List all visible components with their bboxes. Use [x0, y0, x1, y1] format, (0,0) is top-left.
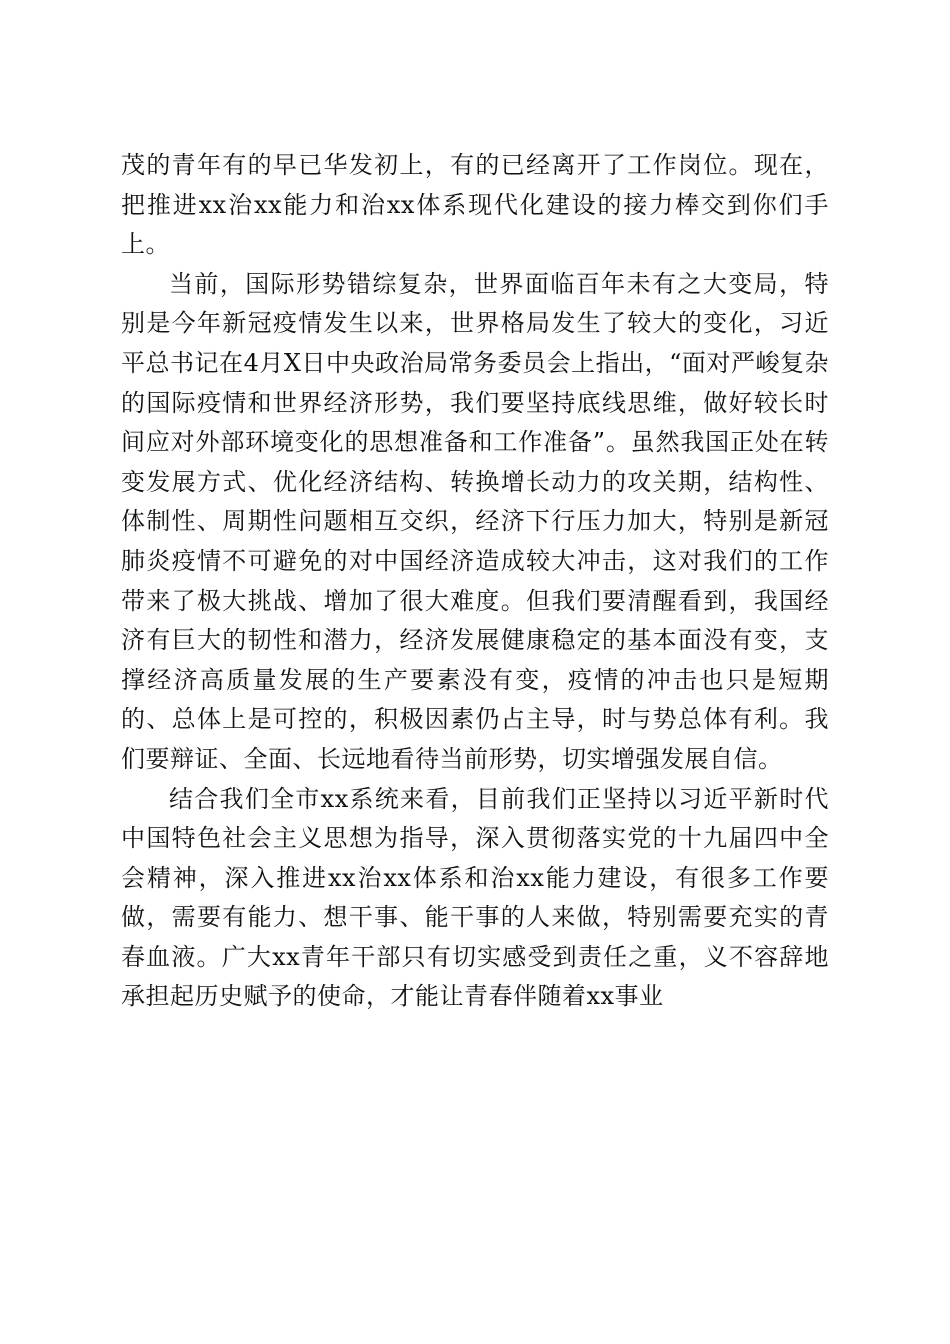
- paragraph-current-situation: 当前，国际形势错综复杂，世界面临百年未有之大变局，特别是今年新冠疫情发生以来，世界格局发生了较大的变化，习近平总书记在4月X日中央政治局常务委员会上指出，“面对严峻复杂的国际疫情和世界经济形势，我们要坚持底线思维，做好较长时间应对外部环境变化的思想准备和工作准备”。虽然我国正处在转变发展方式、优化经济结构、转换增长动力的攻关期，结构性、体制性、周期性问题相互交织，经济下行压力加大，特别是新冠肺炎疫情不可避免的对中国经济造成较大冲击，这对我们的工作带来了极大挑战、增加了很大难度。但我们要清醒看到，我国经济有巨大的韧性和潜力，经济发展健康稳定的基本面没有变，支撑经济高质量发展的生产要素没有变，疫情的冲击也只是短期的、总体上是可控的，积极因素仍占主导，时与势总体有利。我们要辩证、全面、长远地看待当前形势，切实增强发展自信。: [121, 269, 829, 773]
- document-body: [121, 146, 829, 1017]
- paragraph-system-work: 结合我们全市xx系统来看，目前我们正坚持以习近平新时代中国特色社会主义思想为指导，深入贯彻落实党的十九届四中全会精神，深入推进xx治xx体系和治xx能力建设，有很多工作要做，需要有能力、想干事、能干事的人来做，特别需要充实的青春血液。广大xx青年干部只有切实感受到责任之重，义不容辞地承担起历史赋予的使命，才能让青春伴随着xx事业: [121, 784, 829, 1011]
- paragraph-continuation: 茂的青年有的早已华发初上，有的已经离开了工作岗位。现在，把推进xx治xx能力和治xx体系现代化建设的接力棒交到你们手上。: [121, 151, 829, 259]
